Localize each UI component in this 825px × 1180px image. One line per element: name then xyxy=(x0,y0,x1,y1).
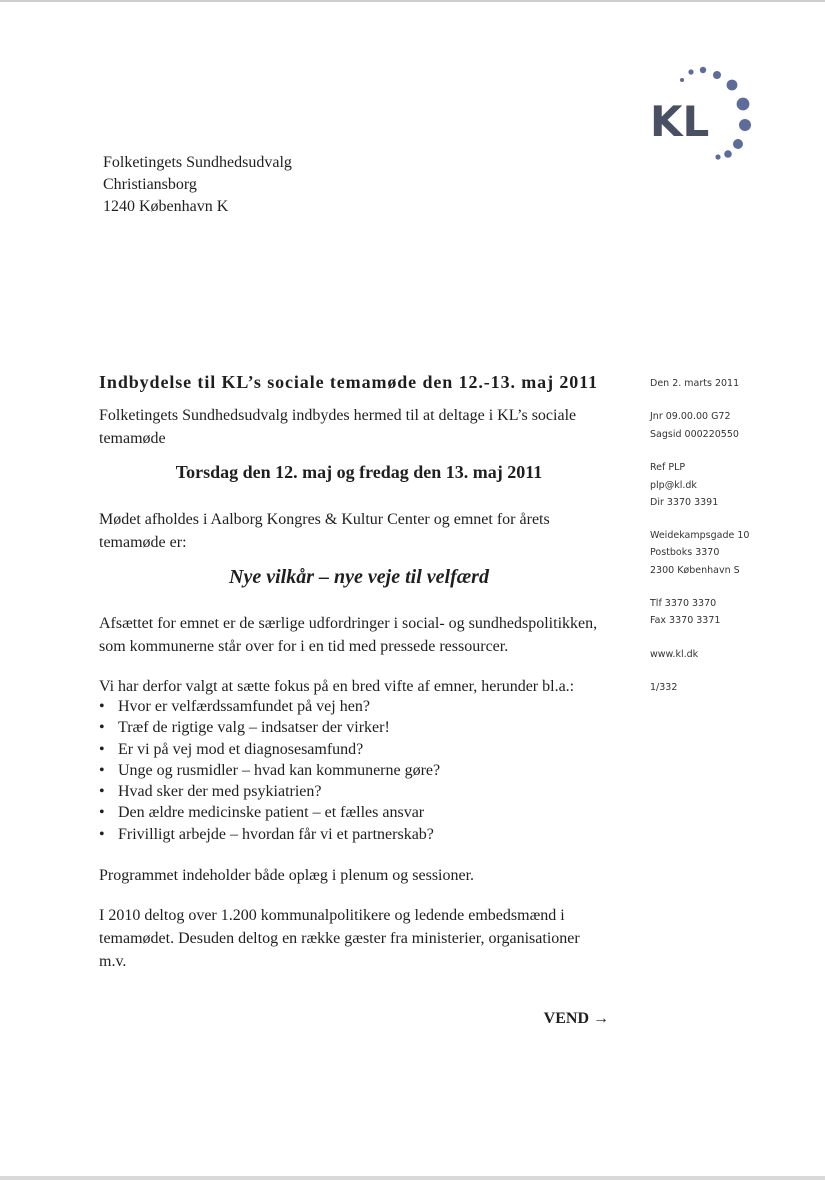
logo-dot xyxy=(688,69,693,74)
venue-paragraph: Mødet afholdes i Aalborg Kongres & Kultur Center og emnet for årets temamøde er: xyxy=(99,511,550,551)
logo-dot xyxy=(680,78,684,82)
attendance-paragraph: I 2010 deltog over 1.200 kommunalpolitikere og ledende embedsmænd i temamødet. Desuden deltog en række gæster fra ministerier, organisationer m.v. xyxy=(99,907,580,970)
fax: Fax 3370 3371 xyxy=(650,615,721,626)
list-item: • Unge og rusmidler – hvad kan kommunerne gøre? xyxy=(99,760,440,781)
logo-dot xyxy=(737,98,750,111)
topic-list xyxy=(99,696,440,845)
list-item: • Træf de rigtige valg – indsatser der virker! xyxy=(99,717,440,738)
phone: Tlf 3370 3370 xyxy=(650,598,717,609)
list-item: • Den ældre medicinske patient – et fælles ansvar xyxy=(99,802,440,823)
letter-date: Den 2. marts 2011 xyxy=(650,378,740,389)
focus-intro: Vi har derfor valgt at sætte fokus på en bred vifte af emner, herunder bl.a.: xyxy=(99,678,575,695)
logo-dot xyxy=(733,139,743,149)
city: 2300 København S xyxy=(650,565,740,576)
street-address: Weidekampsgade 10 xyxy=(650,530,750,541)
scan-bottom-edge xyxy=(0,1176,825,1180)
logo-text: KL xyxy=(650,97,710,146)
recipient-line: Folketingets Sundhedsudvalg xyxy=(103,154,292,171)
intro-paragraph: Folketingets Sundhedsudvalg indbydes hermed til at deltage i KL’s sociale temamøde xyxy=(99,407,577,447)
logo-dot xyxy=(700,67,706,73)
turn-over-note: VEND → xyxy=(543,1010,609,1027)
case-id: Sagsid 000220550 xyxy=(650,429,739,440)
journal-number: Jnr 09.00.00 G72 xyxy=(650,411,731,422)
logo-dot xyxy=(724,150,732,158)
list-item: • Hvad sker der med psykiatrien? xyxy=(99,781,440,802)
email: plp@kl.dk xyxy=(650,480,697,491)
postbox: Postboks 3370 xyxy=(650,547,720,558)
website: www.kl.dk xyxy=(650,649,699,660)
list-item: • Hvor er velfærdssamfundet på vej hen? xyxy=(99,696,440,717)
program-paragraph: Programmet indeholder både oplæg i plenum og sessioner. xyxy=(99,867,475,884)
scan-top-edge xyxy=(0,0,825,2)
letter-title: Indbydelse til KL’s sociale temamøde den 12.-13. maj 2011 xyxy=(99,372,598,392)
kl-logo xyxy=(648,58,760,162)
list-item: • Frivilligt arbejde – hvordan får vi et partnerskab? xyxy=(99,824,440,845)
list-item: • Er vi på vej mod et diagnosesamfund? xyxy=(99,739,440,760)
recipient-line: 1240 København K xyxy=(103,198,229,215)
reference: Ref PLP xyxy=(650,462,686,473)
logo-dot xyxy=(727,80,738,91)
recipient-address xyxy=(103,152,292,218)
page-reference: 1/332 xyxy=(650,682,678,693)
logo-dot xyxy=(715,154,720,159)
logo-dot xyxy=(713,71,721,79)
direct-phone: Dir 3370 3391 xyxy=(650,497,719,508)
logo-dot xyxy=(739,119,751,131)
background-paragraph: Afsættet for emnet er de særlige udfordringer i social- og sundhedspolitikken, som kommunerne står over for i en tid med pressede ressourcer. xyxy=(99,615,598,655)
event-theme: Nye vilkår – nye veje til velfærd xyxy=(229,566,489,588)
event-dates: Torsdag den 12. maj og fredag den 13. maj 2011 xyxy=(175,462,543,482)
recipient-line: Christiansborg xyxy=(103,176,197,193)
